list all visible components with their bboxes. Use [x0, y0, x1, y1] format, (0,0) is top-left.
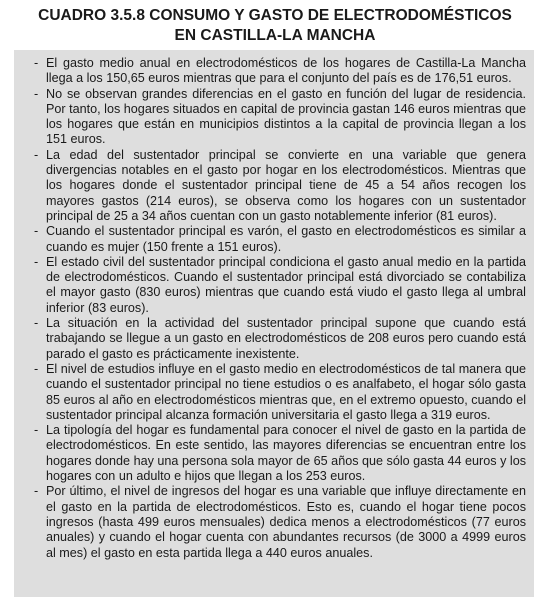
- list-item-text: El estado civil del sustentador principal condiciona el gasto anual medio en la partida de electrodomésticos. Cuando el sustentador principal está divorciado se contabiliza el mayor gasto (830 euros) mientras que cuando está viudo el gasto llega al umbral inferior (83 euros).: [46, 254, 526, 315]
- summary-box: [14, 50, 534, 597]
- list-item: [34, 316, 526, 362]
- list-item-text: La tipología del hogar es fundamental para conocer el nivel de gasto en la partida de electrodomésticos. En este sentido, las mayores diferencias se encuentran entre los hogares donde hay una persona sola mayor de 65 años que sólo gasta 44 euros y los hogares con un adulto e hijos que llegan a los 253 euros.: [46, 423, 526, 484]
- bullet-dash: -: [34, 316, 39, 331]
- list-item: [34, 255, 526, 316]
- list-item-text: No se observan grandes diferencias en el gasto en función del lugar de residencia. Por tanto, los hogares situados en capital de provincia gastan 146 euros mientras que los hogares que están en municipios distintos a la capital de provincia llegan a los 151 euros.: [46, 86, 526, 147]
- list-item-text: El gasto medio anual en electrodomésticos de los hogares de Castilla-La Mancha llega a los 150,65 euros mientras que para el conjunto del país es de 176,51 euros.: [46, 56, 526, 86]
- list-item-text: Cuando el sustentador principal es varón, el gasto en electrodomésticos es similar a cuando es mujer (150 frente a 151 euros).: [46, 224, 526, 254]
- bullet-dash: -: [34, 224, 39, 239]
- list-item-text: Por último, el nivel de ingresos del hogar es una variable que influye directamente en el gasto en la partida de electrodomésticos. Esto es, cuando el hogar tiene pocos ingresos (hasta 499 euros mensuales) dedica menos a electrodomésticos (77 euros anuales) y cuando el hogar cuenta con abundantes recursos (de 3000 a 4999 euros al mes) el gasto en esta partida llega a 440 euros anuales.: [46, 484, 526, 560]
- bullet-dash: -: [34, 56, 39, 70]
- table-title-line-1: CUADRO 3.5.8 CONSUMO Y GASTO DE ELECTRODOMÉSTICOS: [38, 7, 512, 24]
- list-item: [34, 484, 526, 560]
- list-item: [34, 224, 526, 255]
- bullet-dash: -: [34, 254, 39, 269]
- list-item: [34, 87, 526, 148]
- list-item: [34, 148, 526, 224]
- bullet-dash: -: [34, 361, 39, 376]
- bullet-dash: -: [34, 423, 39, 438]
- list-item-text: El nivel de estudios influye en el gasto medio en electrodomésticos de tal manera que cuando el sustentador principal no tiene estudios o es analfabeto, el hogar sólo gasta 85 euros al año en electrodomésticos mientras que, en el extremo opuesto, cuando el sustentador principal alcanza formación universitaria el gasto llega a 319 euros.: [46, 361, 526, 422]
- table-title-line-2: EN CASTILLA-LA MANCHA: [174, 27, 376, 44]
- bullet-dash: -: [34, 484, 39, 499]
- bullet-dash: -: [34, 86, 39, 101]
- summary-list: [34, 56, 526, 561]
- list-item-text: La edad del sustentador principal se convierte en una variable que genera divergencias notables en el gasto por hogar en los electrodomésticos. Mientras que los hogares donde el sustentador principal tiene de 45 a 54 años recogen los mayores gastos (214 euros), se observa como los hogares con un sustentador principal de 25 a 34 años cuentan con un gasto notablemente inferior (81 euros).: [46, 147, 526, 223]
- list-item: [34, 56, 526, 87]
- list-item-text: La situación en la actividad del sustentador principal supone que cuando está trabajando se llegue a un gasto en electrodomésticos de 208 euros pero cuando está parado el gasto es prácticamente inexistente.: [46, 316, 526, 361]
- list-item: [34, 423, 526, 484]
- bullet-dash: -: [34, 147, 39, 162]
- list-item: [34, 362, 526, 423]
- table-title: [0, 6, 550, 46]
